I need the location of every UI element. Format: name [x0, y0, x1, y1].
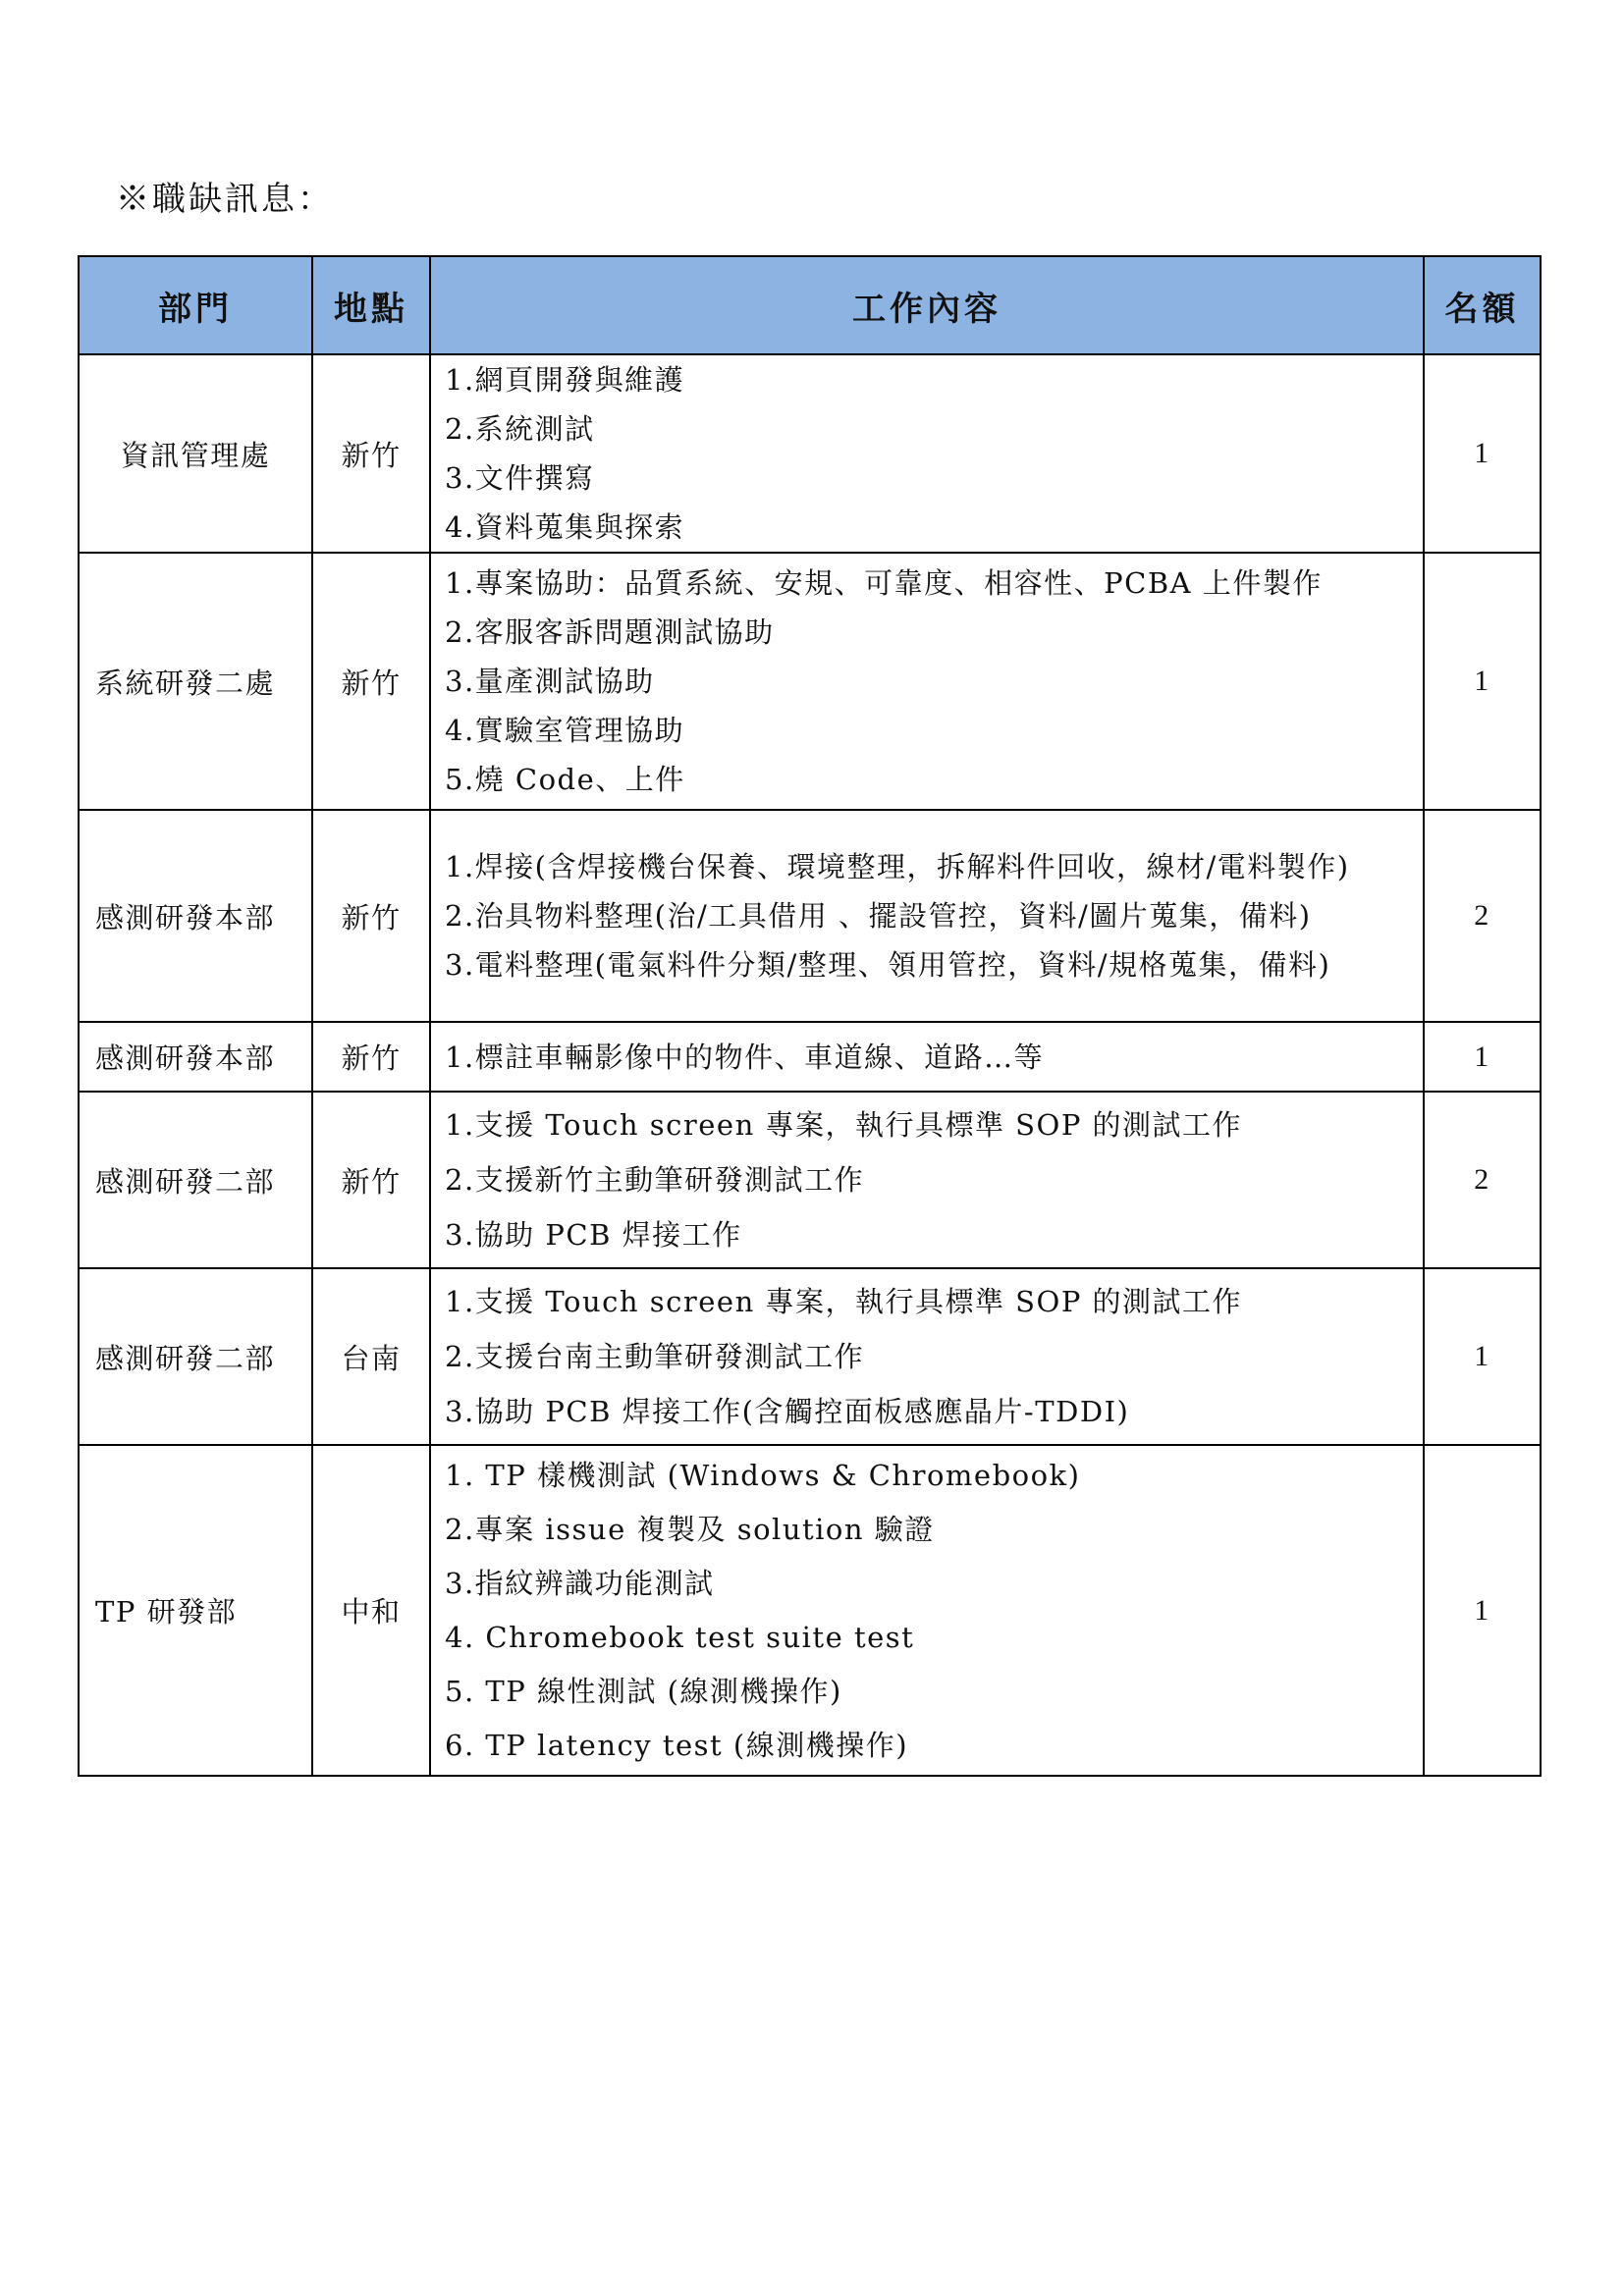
description-line: 3.指紋辨識功能測試	[445, 1566, 715, 1600]
description-line: 1.焊接(含焊接機台保養、環境整理，拆解料件回收，線材/電料製作)	[445, 850, 1350, 883]
description-cell	[430, 1445, 1424, 1776]
table-row	[79, 1445, 1541, 1776]
table-row	[79, 1092, 1541, 1268]
description-cell	[430, 553, 1424, 810]
description-line: 2.系統測試	[445, 412, 595, 446]
location-cell: 新竹	[312, 553, 430, 810]
table-header-row	[79, 256, 1541, 354]
description-cell	[430, 1268, 1424, 1445]
description-line: 3.量產測試協助	[445, 665, 655, 698]
quota-cell: 1	[1424, 1445, 1541, 1776]
description-line: 4.資料蒐集與探索	[445, 510, 685, 544]
department-cell: 感測研發二部	[79, 1092, 312, 1268]
department-cell: 資訊管理處	[79, 354, 312, 553]
description-cell	[430, 1022, 1424, 1092]
description-line: 3.文件撰寫	[445, 461, 595, 495]
quota-cell: 2	[1424, 1092, 1541, 1268]
description-line: 1.支援 Touch screen 專案，執行具標準 SOP 的測試工作	[445, 1285, 1243, 1318]
location-cell: 新竹	[312, 1022, 430, 1092]
table-row	[79, 553, 1541, 810]
description-line: 3.協助 PCB 焊接工作	[445, 1218, 742, 1252]
job-openings-table	[78, 255, 1542, 1777]
location-cell: 台南	[312, 1268, 430, 1445]
description-line: 2.治具物料整理(治/工具借用 、擺設管控，資料/圖片蒐集，備料)	[445, 899, 1312, 933]
location-cell: 新竹	[312, 810, 430, 1022]
department-cell: 感測研發二部	[79, 1268, 312, 1445]
description-line: 5.燒 Code、上件	[445, 763, 685, 796]
description-line: 5. TP 線性測試 (線測機操作)	[445, 1674, 842, 1708]
description-line: 3.電料整理(電氣料件分類/整理、領用管控，資料/規格蒐集，備料)	[445, 948, 1331, 982]
description-line: 2.專案 issue 複製及 solution 驗證	[445, 1512, 935, 1546]
table-row	[79, 1022, 1541, 1092]
description-line: 2.支援新竹主動筆研發測試工作	[445, 1163, 865, 1197]
department-cell: 感測研發本部	[79, 810, 312, 1022]
quota-cell: 1	[1424, 1022, 1541, 1092]
description-line: 2.客服客訴問題測試協助	[445, 615, 775, 649]
header-location: 地點	[312, 256, 430, 354]
page-heading: ※職缺訊息：	[116, 180, 334, 219]
description-line: 1.專案協助：品質系統、安規、可靠度、相容性、PCBA 上件製作	[445, 566, 1323, 600]
description-line: 1.支援 Touch screen 專案，執行具標準 SOP 的測試工作	[445, 1108, 1243, 1142]
description-cell	[430, 1092, 1424, 1268]
table-row	[79, 1268, 1541, 1445]
description-line: 1.標註車輛影像中的物件、車道線、道路…等	[445, 1040, 1045, 1074]
header-department: 部門	[79, 256, 312, 354]
quota-cell: 2	[1424, 810, 1541, 1022]
location-cell: 新竹	[312, 1092, 430, 1268]
department-cell: 感測研發本部	[79, 1022, 312, 1092]
department-cell: TP 研發部	[79, 1445, 312, 1776]
description-cell	[430, 810, 1424, 1022]
location-cell: 新竹	[312, 354, 430, 553]
header-description: 工作內容	[430, 256, 1424, 354]
description-line: 2.支援台南主動筆研發測試工作	[445, 1340, 865, 1373]
location-cell: 中和	[312, 1445, 430, 1776]
quota-cell: 1	[1424, 354, 1541, 553]
description-line: 4. Chromebook test suite test	[445, 1620, 915, 1654]
description-line: 6. TP latency test (線測機操作)	[445, 1728, 909, 1762]
description-line: 4.實驗室管理協助	[445, 714, 685, 747]
description-line: 1.網頁開發與維護	[445, 363, 685, 397]
header-quota: 名額	[1424, 256, 1541, 354]
quota-cell: 1	[1424, 553, 1541, 810]
table-row	[79, 810, 1541, 1022]
table-row	[79, 354, 1541, 553]
description-line: 3.協助 PCB 焊接工作(含觸控面板感應晶片-TDDI)	[445, 1395, 1130, 1428]
department-cell: 系統研發二處	[79, 553, 312, 810]
quota-cell: 1	[1424, 1268, 1541, 1445]
description-cell	[430, 354, 1424, 553]
description-line: 1. TP 樣機測試 (Windows & Chromebook)	[445, 1458, 1081, 1492]
